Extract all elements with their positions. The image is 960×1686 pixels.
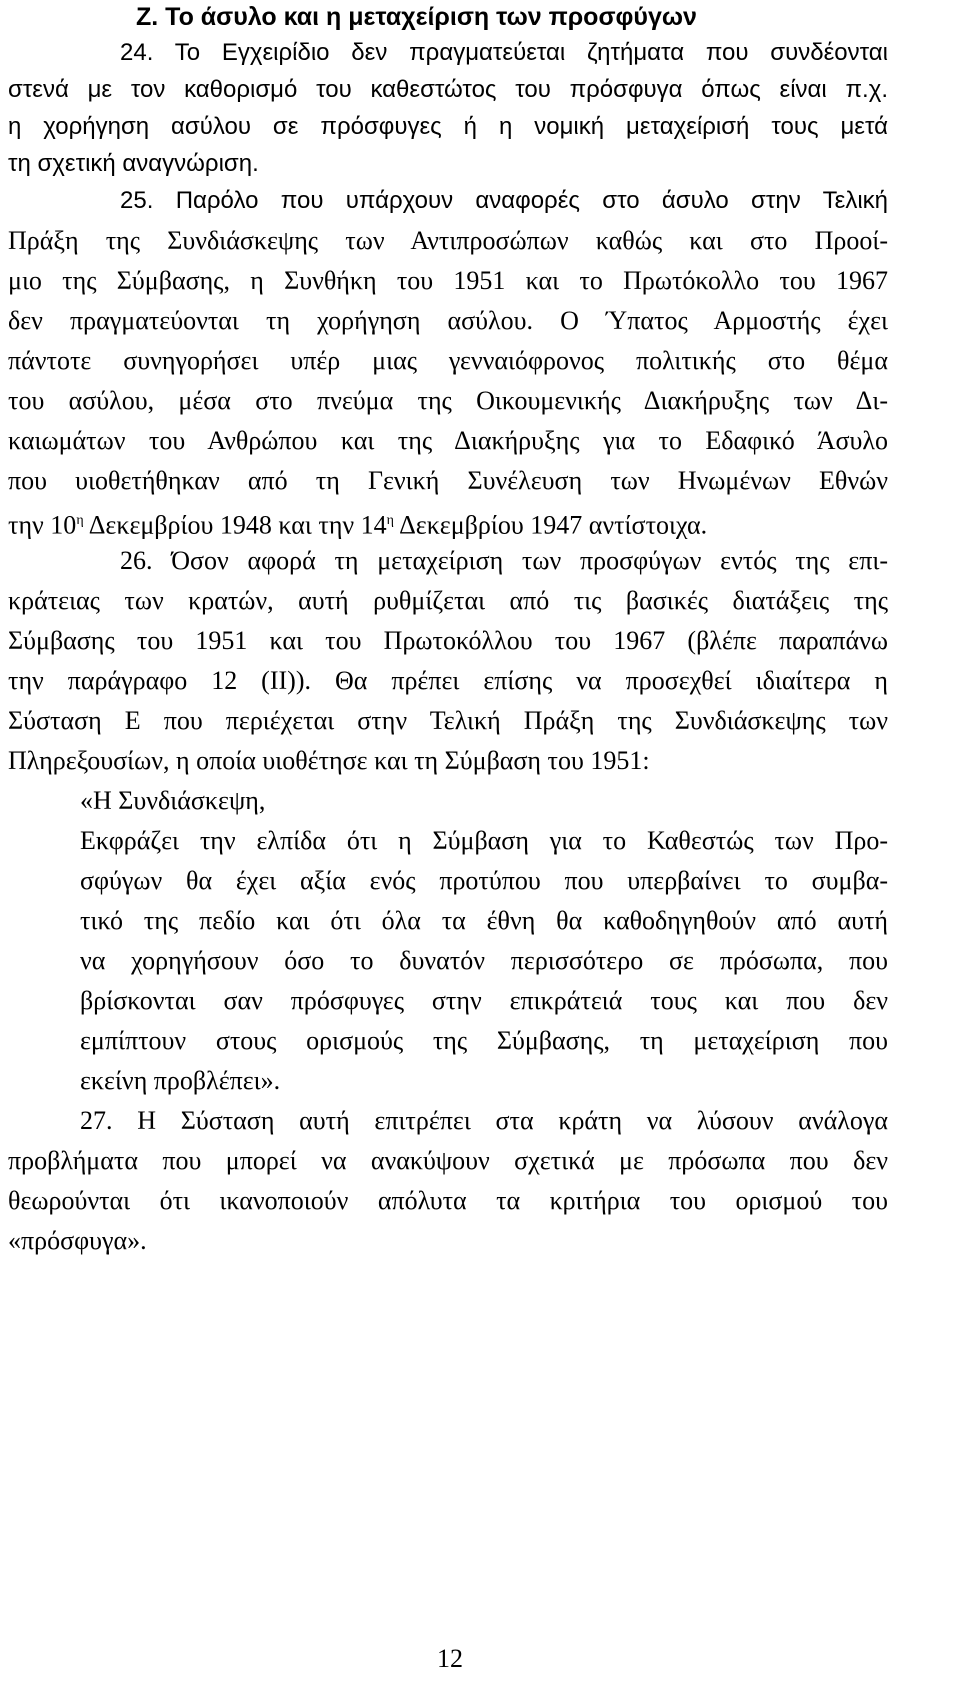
p25-line-5: πάντοτε συνηγορήσει υπέρ μιας γενναιόφρονος πολιτικής στο θέμα xyxy=(8,346,888,375)
quote-line-4: τικό της πεδίο και ότι όλα τα έθνη θα καθοδηγηθούν από αυτή xyxy=(80,906,888,935)
p26-line-3: Σύμβασης του 1951 και του Πρωτοκόλλου του 1967 (βλέπε παραπάνω xyxy=(8,626,888,655)
p26-line-5: Σύσταση Ε που περιέχεται στην Τελική Πράξη της Συνδιάσκεψης των xyxy=(8,706,888,735)
p25-line-6: του ασύλου, μέσα στο πνεύμα της Οικουμενικής Διακήρυξης των Δι- xyxy=(8,386,888,415)
quote-line-8: εκείνη προβλέπει». xyxy=(80,1066,281,1095)
p25-line-1: 25. Παρόλο που υπάρχουν αναφορές στο άσυλο στην Τελική xyxy=(120,187,888,214)
p26-line-6: Πληρεξουσίων, η οποία υιοθέτησε και τη Σύμβαση του 1951: xyxy=(8,746,650,775)
quote-line-7: εμπίπτουν στους ορισμούς της Σύμβασης, τη μεταχείριση που xyxy=(80,1026,888,1055)
p25-line-9 xyxy=(8,506,888,541)
p24-line-1: 24. Το Εγχειρίδιο δεν πραγματεύεται ζητήματα που συνδέονται xyxy=(120,39,888,66)
p25-line-8: που υιοθετήθηκαν από τη Γενική Συνέλευση των Ηνωμένων Εθνών xyxy=(8,466,888,495)
p25-last-b: Δεκεμβρίου 1948 και την 14 xyxy=(83,510,387,540)
p25-last-c: Δεκεμβρίου 1947 αντίστοιχα. xyxy=(394,510,708,540)
quote-line-2: Εκφράζει την ελπίδα ότι η Σύμβαση για το Καθεστώς των Προ- xyxy=(80,826,888,855)
ordinal-superscript-1: η xyxy=(76,513,84,528)
p27-line-2: προβλήματα που μπορεί να ανακύψουν σχετικά με πρόσωπα που δεν xyxy=(8,1146,888,1175)
quote-line-1: «Η Συνδιάσκεψη, xyxy=(80,786,266,815)
p26-line-2: κράτειας των κρατών, αυτή ρυθμίζεται από τις βασικές διατάξεις της xyxy=(8,586,888,615)
p27-line-4: «πρόσφυγα». xyxy=(8,1226,147,1255)
quote-line-6: βρίσκονται σαν πρόσφυγες στην επικράτειά τους και που δεν xyxy=(80,986,888,1015)
p27-line-1: 27. Η Σύσταση αυτή επιτρέπει στα κράτη να λύσουν ανάλογα xyxy=(80,1106,888,1135)
p25-line-3: μιο της Σύμβασης, η Συνθήκη του 1951 και το Πρωτόκολλο του 1967 xyxy=(8,266,888,295)
page-number: 12 xyxy=(437,1644,463,1673)
quote-line-3: σφύγων θα έχει αξία ενός προτύπου που υπερβαίνει το συμβα- xyxy=(80,866,888,895)
quote-line-5: να χορηγήσουν όσο το δυνατόν περισσότερο σε πρόσωπα, που xyxy=(80,946,888,975)
p25-line-7: καιωμάτων του Ανθρώπου και της Διακήρυξης για το Εδαφικό Άσυλο xyxy=(8,426,888,455)
section-heading: Ζ. Το άσυλο και η μεταχείριση των προσφύγων xyxy=(136,3,697,31)
p24-line-2: στενά με τον καθορισμό του καθεστώτος του πρόσφυγα όπως είναι π.χ. xyxy=(8,76,888,103)
p26-line-1: 26. Όσον αφορά τη μεταχείριση των προσφύγων εντός της επι- xyxy=(120,546,888,575)
p24-line-4: τη σχετική αναγνώριση. xyxy=(8,150,259,177)
p27-line-3: θεωρούνται ότι ικανοποιούν απόλυτα τα κριτήρια του ορισμού του xyxy=(8,1186,888,1215)
p24-line-3: η χορήγηση ασύλου σε πρόσφυγες ή η νομική μεταχείρισή τους μετά xyxy=(8,113,888,140)
p25-line-2: Πράξη της Συνδιάσκεψης των Αντιπροσώπων καθώς και στο Προοί- xyxy=(8,226,888,255)
ordinal-superscript-2: η xyxy=(386,513,394,528)
p26-line-4: την παράγραφο 12 (ΙΙ)). Θα πρέπει επίσης να προσεχθεί ιδιαίτερα η xyxy=(8,666,888,695)
p25-line-4: δεν πραγματεύονται τη χορήγηση ασύλου. Ο Ύπατος Αρμοστής έχει xyxy=(8,306,888,335)
p25-last-a: την 10 xyxy=(8,510,77,540)
